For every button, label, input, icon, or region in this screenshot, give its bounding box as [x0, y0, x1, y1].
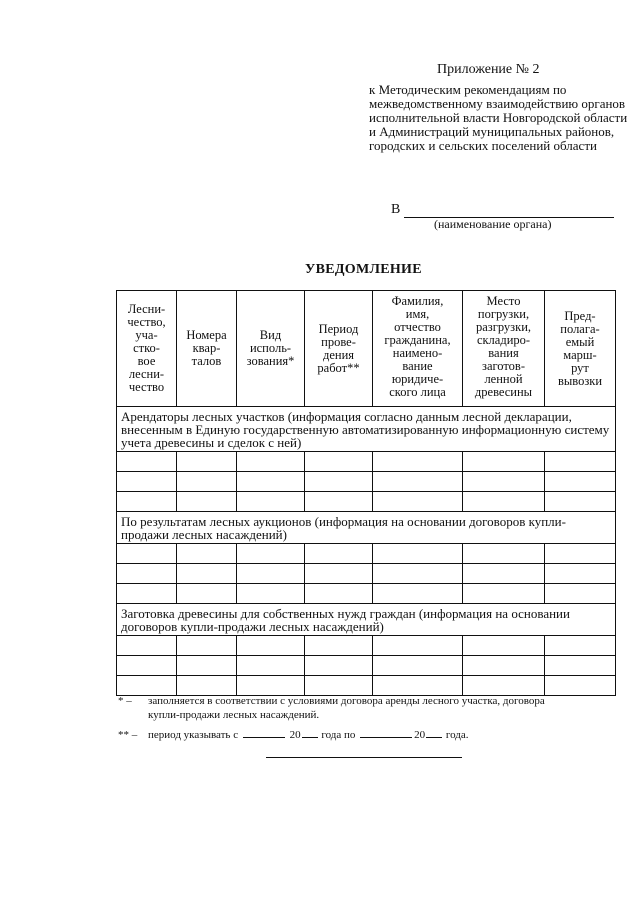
section-row	[117, 604, 616, 636]
addressee-prefix: В	[391, 202, 401, 217]
table-row	[117, 564, 616, 584]
table-cell	[305, 676, 373, 696]
column-header-label: Лесни- чество, уча- стко- вое лесни- чество	[127, 302, 166, 394]
table-cell	[373, 676, 463, 696]
table-row	[117, 636, 616, 656]
footnote-lease	[118, 694, 618, 722]
table-cell	[373, 636, 463, 656]
table-cell	[545, 452, 616, 472]
table-cell	[117, 564, 177, 584]
table-cell	[237, 636, 305, 656]
table-cell	[305, 584, 373, 604]
table-row	[117, 676, 616, 696]
table-cell	[373, 544, 463, 564]
year-prefix: 20	[289, 729, 301, 741]
recipients-text: к Методическим рекомендациям по межведомственному взаимодействию органов исполнительной власти Новгородской области и Администраций муниципальных районов, городских и сельских поселений области	[369, 82, 628, 153]
table-cell	[545, 564, 616, 584]
section-title: По результатам лесных аукционов (информация на основании договоров купли-продажи лесных насаждений)	[117, 512, 616, 544]
table-cell	[177, 564, 237, 584]
table-cell	[545, 584, 616, 604]
table-cell	[373, 452, 463, 472]
appendix-title: Приложение № 2	[437, 62, 540, 77]
footnote-mark: * –	[118, 695, 132, 707]
table-cell	[463, 452, 545, 472]
table-cell	[305, 492, 373, 512]
column-header-label: Фамилия, имя, отчество гражданина, наимено- вание юридиче- ского лица	[384, 294, 451, 399]
table-cell	[545, 636, 616, 656]
table-cell	[305, 636, 373, 656]
table-row	[117, 656, 616, 676]
table-cell	[545, 676, 616, 696]
table-cell	[463, 544, 545, 564]
footnote-text: года по	[321, 729, 356, 741]
footnote-text: года.	[445, 729, 469, 741]
table-cell	[463, 492, 545, 512]
addressee-blank	[404, 202, 614, 218]
table-cell	[463, 584, 545, 604]
footnote-mark: ** –	[118, 729, 138, 741]
column-header	[237, 291, 305, 407]
table-cell	[237, 564, 305, 584]
table-row	[117, 584, 616, 604]
column-header-label: Место погрузки, разгрузки, складиро- вания заготов- ленной древесины	[474, 294, 533, 399]
year-blank	[426, 727, 442, 738]
table-cell	[177, 544, 237, 564]
table-cell	[305, 544, 373, 564]
table-cell	[373, 492, 463, 512]
table-row	[117, 492, 616, 512]
table-cell	[117, 676, 177, 696]
table-cell	[305, 564, 373, 584]
table-cell	[177, 656, 237, 676]
table-cell	[237, 472, 305, 492]
section-title: Заготовка древесины для собственных нужд граждан (информация на основании договоров купли-продажи лесных насаждений)	[117, 604, 616, 636]
column-header-label: Вид исполь- зования*	[246, 328, 295, 368]
year-prefix: 20	[414, 729, 426, 741]
column-header	[373, 291, 463, 407]
table-cell	[373, 584, 463, 604]
table-cell	[237, 452, 305, 472]
footnote-text: заполняется в соответствии с условиями договора аренды лесного участка, договора	[148, 695, 545, 707]
table-cell	[463, 656, 545, 676]
section-row	[117, 407, 616, 452]
end-rule	[266, 757, 462, 758]
column-header-label: Период прове- дения работ**	[317, 321, 360, 375]
table-row	[117, 472, 616, 492]
table-cell	[117, 452, 177, 472]
section-row	[117, 512, 616, 544]
table-cell	[117, 492, 177, 512]
table-cell	[177, 676, 237, 696]
table-cell	[237, 656, 305, 676]
table-cell	[305, 452, 373, 472]
column-header	[177, 291, 237, 407]
table-cell	[177, 492, 237, 512]
table-cell	[177, 584, 237, 604]
column-header	[545, 291, 616, 407]
org-caption: (наименование органа)	[434, 217, 552, 231]
addressee-line	[391, 202, 614, 218]
table-cell	[237, 492, 305, 512]
table-cell	[305, 472, 373, 492]
table-cell	[237, 544, 305, 564]
table-cell	[545, 656, 616, 676]
table-cell	[117, 544, 177, 564]
table-cell	[177, 472, 237, 492]
section-title: Арендаторы лесных участков (информация согласно данным лесной декларации, внесенным в Единую государственную автоматизированную информационную систему учета древесины и сделок с ней)	[117, 407, 616, 452]
table-cell	[237, 676, 305, 696]
table-cell	[177, 452, 237, 472]
table-cell	[117, 584, 177, 604]
date-blank	[243, 727, 285, 738]
column-header-label: Пред- полага- емый марш- рут вывозки	[557, 308, 603, 388]
column-header	[117, 291, 177, 407]
table-cell	[117, 636, 177, 656]
table-cell	[545, 492, 616, 512]
table-cell	[463, 564, 545, 584]
footnote-text-continued: купли-продажи лесных насаждений.	[148, 709, 320, 721]
column-header	[463, 291, 545, 407]
table-row	[117, 544, 616, 564]
table-cell	[305, 656, 373, 676]
table-cell	[463, 676, 545, 696]
column-header	[305, 291, 373, 407]
column-header-label: Номера квар- талов	[186, 328, 227, 368]
table-cell	[177, 636, 237, 656]
table-cell	[117, 472, 177, 492]
table-cell	[373, 472, 463, 492]
table-cell	[545, 472, 616, 492]
footnote-period	[118, 727, 469, 742]
table-cell	[373, 564, 463, 584]
date-blank	[360, 727, 412, 738]
document-title: УВЕДОМЛЕНИЕ	[305, 262, 422, 277]
table-cell	[117, 656, 177, 676]
notification-table	[116, 290, 616, 696]
table-cell	[237, 584, 305, 604]
table-cell	[463, 472, 545, 492]
table-header-row	[117, 291, 616, 407]
table-cell	[373, 656, 463, 676]
year-blank	[302, 727, 318, 738]
table-row	[117, 452, 616, 472]
table-cell	[545, 544, 616, 564]
footnote-text: период указывать с	[148, 729, 239, 741]
table-cell	[463, 636, 545, 656]
